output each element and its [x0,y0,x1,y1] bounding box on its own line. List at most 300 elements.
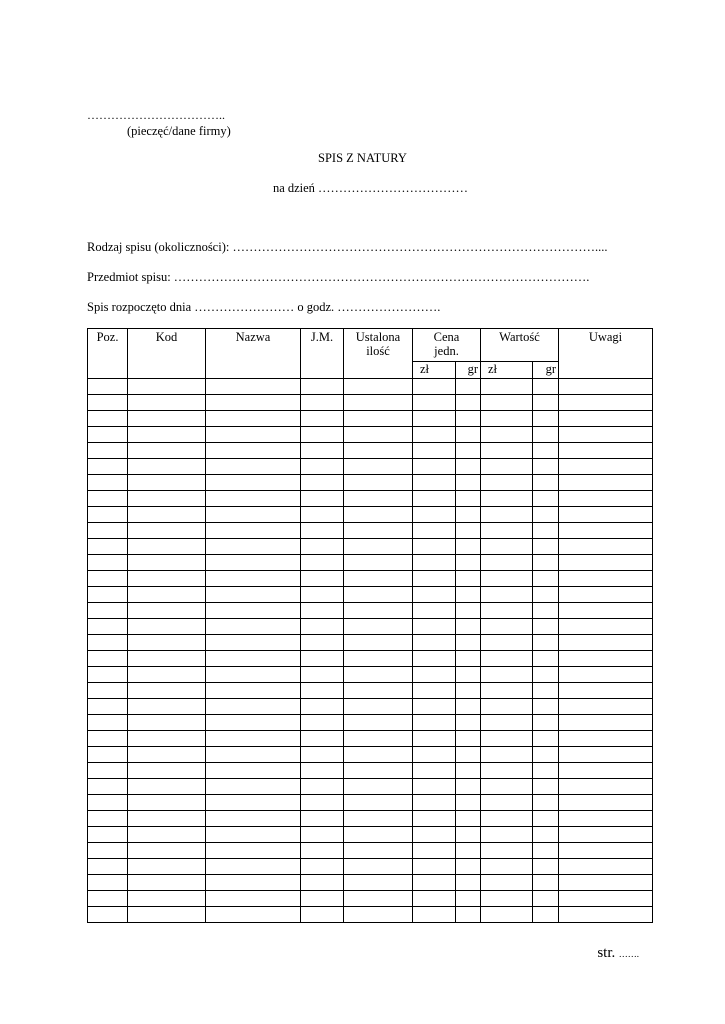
cell-unit[interactable] [301,603,344,619]
cell-value-zl[interactable] [481,555,533,571]
cell-pos[interactable] [88,427,128,443]
cell-qty[interactable] [344,555,413,571]
cell-code[interactable] [128,491,206,507]
cell-pos[interactable] [88,875,128,891]
cell-price-zl[interactable] [413,491,456,507]
cell-price-gr[interactable] [456,619,481,635]
cell-unit[interactable] [301,459,344,475]
cell-code[interactable] [128,731,206,747]
cell-qty[interactable] [344,491,413,507]
cell-qty[interactable] [344,459,413,475]
cell-pos[interactable] [88,395,128,411]
cell-value-zl[interactable] [481,507,533,523]
cell-value-zl[interactable] [481,459,533,475]
cell-price-gr[interactable] [456,827,481,843]
cell-notes[interactable] [559,667,653,683]
cell-price-zl[interactable] [413,587,456,603]
cell-value-zl[interactable] [481,427,533,443]
cell-qty[interactable] [344,507,413,523]
cell-name[interactable] [206,907,301,923]
cell-price-zl[interactable] [413,875,456,891]
cell-name[interactable] [206,763,301,779]
cell-price-zl[interactable] [413,667,456,683]
cell-value-zl[interactable] [481,747,533,763]
cell-unit[interactable] [301,715,344,731]
cell-value-zl[interactable] [481,875,533,891]
cell-code[interactable] [128,539,206,555]
cell-value-zl[interactable] [481,411,533,427]
cell-value-gr[interactable] [533,811,559,827]
cell-value-zl[interactable] [481,539,533,555]
cell-unit[interactable] [301,795,344,811]
cell-value-gr[interactable] [533,667,559,683]
cell-code[interactable] [128,795,206,811]
cell-price-gr[interactable] [456,491,481,507]
cell-value-gr[interactable] [533,427,559,443]
cell-price-gr[interactable] [456,587,481,603]
cell-notes[interactable] [559,587,653,603]
cell-price-zl[interactable] [413,827,456,843]
cell-qty[interactable] [344,539,413,555]
cell-notes[interactable] [559,619,653,635]
cell-value-zl[interactable] [481,731,533,747]
cell-pos[interactable] [88,907,128,923]
cell-code[interactable] [128,635,206,651]
cell-qty[interactable] [344,875,413,891]
cell-name[interactable] [206,491,301,507]
cell-notes[interactable] [559,715,653,731]
cell-code[interactable] [128,523,206,539]
cell-value-gr[interactable] [533,459,559,475]
cell-price-gr[interactable] [456,811,481,827]
cell-price-gr[interactable] [456,443,481,459]
cell-pos[interactable] [88,667,128,683]
cell-pos[interactable] [88,699,128,715]
cell-unit[interactable] [301,651,344,667]
cell-price-zl[interactable] [413,907,456,923]
cell-name[interactable] [206,747,301,763]
cell-value-gr[interactable] [533,699,559,715]
cell-value-gr[interactable] [533,443,559,459]
cell-value-gr[interactable] [533,731,559,747]
cell-price-gr[interactable] [456,907,481,923]
cell-notes[interactable] [559,507,653,523]
cell-price-zl[interactable] [413,603,456,619]
cell-pos[interactable] [88,459,128,475]
cell-value-zl[interactable] [481,715,533,731]
cell-price-gr[interactable] [456,507,481,523]
cell-value-zl[interactable] [481,587,533,603]
cell-value-gr[interactable] [533,555,559,571]
cell-value-zl[interactable] [481,635,533,651]
cell-price-gr[interactable] [456,539,481,555]
cell-pos[interactable] [88,587,128,603]
cell-qty[interactable] [344,427,413,443]
cell-pos[interactable] [88,763,128,779]
cell-price-zl[interactable] [413,555,456,571]
cell-notes[interactable] [559,651,653,667]
cell-name[interactable] [206,475,301,491]
cell-unit[interactable] [301,635,344,651]
cell-price-zl[interactable] [413,571,456,587]
cell-unit[interactable] [301,747,344,763]
cell-qty[interactable] [344,395,413,411]
cell-value-gr[interactable] [533,779,559,795]
cell-pos[interactable] [88,507,128,523]
cell-pos[interactable] [88,571,128,587]
cell-notes[interactable] [559,475,653,491]
cell-price-gr[interactable] [456,699,481,715]
cell-code[interactable] [128,619,206,635]
cell-qty[interactable] [344,635,413,651]
cell-name[interactable] [206,539,301,555]
cell-value-gr[interactable] [533,379,559,395]
cell-value-zl[interactable] [481,395,533,411]
cell-price-gr[interactable] [456,475,481,491]
cell-notes[interactable] [559,747,653,763]
cell-value-gr[interactable] [533,795,559,811]
cell-price-gr[interactable] [456,395,481,411]
cell-code[interactable] [128,891,206,907]
cell-qty[interactable] [344,683,413,699]
cell-value-gr[interactable] [533,475,559,491]
cell-unit[interactable] [301,827,344,843]
cell-unit[interactable] [301,539,344,555]
cell-code[interactable] [128,699,206,715]
cell-name[interactable] [206,779,301,795]
cell-unit[interactable] [301,475,344,491]
cell-qty[interactable] [344,603,413,619]
cell-notes[interactable] [559,907,653,923]
cell-price-zl[interactable] [413,395,456,411]
cell-unit[interactable] [301,907,344,923]
cell-code[interactable] [128,907,206,923]
cell-notes[interactable] [559,811,653,827]
cell-value-gr[interactable] [533,539,559,555]
cell-pos[interactable] [88,651,128,667]
cell-unit[interactable] [301,571,344,587]
cell-name[interactable] [206,715,301,731]
cell-value-zl[interactable] [481,475,533,491]
cell-code[interactable] [128,843,206,859]
cell-name[interactable] [206,875,301,891]
cell-price-gr[interactable] [456,779,481,795]
cell-price-gr[interactable] [456,379,481,395]
cell-unit[interactable] [301,411,344,427]
cell-name[interactable] [206,411,301,427]
cell-notes[interactable] [559,683,653,699]
cell-price-zl[interactable] [413,411,456,427]
cell-price-gr[interactable] [456,651,481,667]
cell-notes[interactable] [559,539,653,555]
cell-code[interactable] [128,555,206,571]
cell-name[interactable] [206,379,301,395]
cell-name[interactable] [206,555,301,571]
cell-unit[interactable] [301,395,344,411]
cell-notes[interactable] [559,843,653,859]
cell-unit[interactable] [301,779,344,795]
cell-qty[interactable] [344,411,413,427]
cell-value-zl[interactable] [481,699,533,715]
cell-unit[interactable] [301,875,344,891]
cell-price-zl[interactable] [413,699,456,715]
cell-qty[interactable] [344,715,413,731]
cell-qty[interactable] [344,763,413,779]
cell-code[interactable] [128,747,206,763]
cell-unit[interactable] [301,443,344,459]
cell-price-zl[interactable] [413,459,456,475]
cell-pos[interactable] [88,539,128,555]
cell-name[interactable] [206,699,301,715]
cell-name[interactable] [206,651,301,667]
cell-pos[interactable] [88,619,128,635]
cell-unit[interactable] [301,555,344,571]
cell-value-gr[interactable] [533,523,559,539]
cell-price-gr[interactable] [456,667,481,683]
cell-price-zl[interactable] [413,811,456,827]
cell-price-gr[interactable] [456,683,481,699]
cell-unit[interactable] [301,891,344,907]
cell-price-zl[interactable] [413,539,456,555]
cell-qty[interactable] [344,779,413,795]
cell-name[interactable] [206,667,301,683]
cell-price-zl[interactable] [413,507,456,523]
cell-price-gr[interactable] [456,795,481,811]
cell-value-gr[interactable] [533,651,559,667]
cell-qty[interactable] [344,827,413,843]
cell-code[interactable] [128,827,206,843]
cell-pos[interactable] [88,811,128,827]
cell-qty[interactable] [344,379,413,395]
cell-name[interactable] [206,443,301,459]
cell-notes[interactable] [559,395,653,411]
cell-value-gr[interactable] [533,587,559,603]
cell-code[interactable] [128,683,206,699]
cell-qty[interactable] [344,891,413,907]
cell-price-gr[interactable] [456,731,481,747]
cell-price-gr[interactable] [456,859,481,875]
cell-value-gr[interactable] [533,763,559,779]
cell-code[interactable] [128,571,206,587]
cell-notes[interactable] [559,859,653,875]
cell-qty[interactable] [344,667,413,683]
cell-value-gr[interactable] [533,891,559,907]
cell-value-zl[interactable] [481,619,533,635]
cell-unit[interactable] [301,379,344,395]
cell-code[interactable] [128,587,206,603]
cell-notes[interactable] [559,523,653,539]
cell-qty[interactable] [344,795,413,811]
cell-code[interactable] [128,779,206,795]
cell-unit[interactable] [301,683,344,699]
cell-value-zl[interactable] [481,491,533,507]
cell-unit[interactable] [301,619,344,635]
cell-name[interactable] [206,587,301,603]
cell-notes[interactable] [559,699,653,715]
cell-value-gr[interactable] [533,715,559,731]
cell-pos[interactable] [88,827,128,843]
cell-value-zl[interactable] [481,603,533,619]
cell-unit[interactable] [301,811,344,827]
cell-price-zl[interactable] [413,635,456,651]
cell-code[interactable] [128,715,206,731]
cell-name[interactable] [206,891,301,907]
cell-unit[interactable] [301,507,344,523]
cell-unit[interactable] [301,491,344,507]
cell-value-gr[interactable] [533,859,559,875]
cell-value-zl[interactable] [481,811,533,827]
cell-qty[interactable] [344,651,413,667]
cell-code[interactable] [128,507,206,523]
cell-code[interactable] [128,651,206,667]
cell-value-zl[interactable] [481,683,533,699]
cell-code[interactable] [128,875,206,891]
cell-price-gr[interactable] [456,411,481,427]
cell-value-zl[interactable] [481,523,533,539]
cell-value-gr[interactable] [533,395,559,411]
cell-unit[interactable] [301,427,344,443]
cell-pos[interactable] [88,891,128,907]
cell-qty[interactable] [344,443,413,459]
cell-name[interactable] [206,827,301,843]
cell-price-zl[interactable] [413,891,456,907]
cell-name[interactable] [206,507,301,523]
cell-value-zl[interactable] [481,779,533,795]
cell-notes[interactable] [559,731,653,747]
cell-price-gr[interactable] [456,427,481,443]
cell-price-gr[interactable] [456,459,481,475]
cell-code[interactable] [128,603,206,619]
cell-pos[interactable] [88,715,128,731]
cell-price-gr[interactable] [456,763,481,779]
cell-price-gr[interactable] [456,571,481,587]
cell-qty[interactable] [344,523,413,539]
cell-code[interactable] [128,459,206,475]
cell-value-gr[interactable] [533,875,559,891]
cell-qty[interactable] [344,587,413,603]
cell-value-zl[interactable] [481,667,533,683]
cell-qty[interactable] [344,699,413,715]
cell-qty[interactable] [344,859,413,875]
cell-value-gr[interactable] [533,603,559,619]
cell-code[interactable] [128,395,206,411]
cell-code[interactable] [128,379,206,395]
cell-price-gr[interactable] [456,523,481,539]
cell-pos[interactable] [88,475,128,491]
cell-code[interactable] [128,763,206,779]
cell-price-zl[interactable] [413,427,456,443]
cell-notes[interactable] [559,875,653,891]
cell-value-zl[interactable] [481,763,533,779]
cell-name[interactable] [206,523,301,539]
cell-pos[interactable] [88,635,128,651]
cell-name[interactable] [206,811,301,827]
cell-unit[interactable] [301,667,344,683]
cell-notes[interactable] [559,635,653,651]
cell-unit[interactable] [301,523,344,539]
cell-name[interactable] [206,571,301,587]
cell-pos[interactable] [88,747,128,763]
cell-code[interactable] [128,475,206,491]
cell-code[interactable] [128,859,206,875]
cell-notes[interactable] [559,827,653,843]
cell-price-zl[interactable] [413,443,456,459]
cell-price-gr[interactable] [456,635,481,651]
cell-pos[interactable] [88,843,128,859]
cell-unit[interactable] [301,763,344,779]
cell-code[interactable] [128,667,206,683]
cell-price-gr[interactable] [456,747,481,763]
cell-name[interactable] [206,635,301,651]
cell-value-zl[interactable] [481,795,533,811]
cell-code[interactable] [128,427,206,443]
cell-name[interactable] [206,395,301,411]
cell-price-zl[interactable] [413,747,456,763]
cell-value-gr[interactable] [533,507,559,523]
cell-value-gr[interactable] [533,843,559,859]
cell-price-zl[interactable] [413,475,456,491]
cell-price-gr[interactable] [456,603,481,619]
cell-name[interactable] [206,683,301,699]
cell-value-gr[interactable] [533,683,559,699]
cell-name[interactable] [206,843,301,859]
cell-pos[interactable] [88,555,128,571]
cell-price-gr[interactable] [456,891,481,907]
cell-pos[interactable] [88,491,128,507]
cell-name[interactable] [206,795,301,811]
cell-price-gr[interactable] [456,875,481,891]
cell-value-zl[interactable] [481,907,533,923]
cell-unit[interactable] [301,699,344,715]
cell-value-zl[interactable] [481,379,533,395]
cell-name[interactable] [206,859,301,875]
cell-unit[interactable] [301,843,344,859]
cell-notes[interactable] [559,555,653,571]
cell-code[interactable] [128,411,206,427]
cell-price-zl[interactable] [413,715,456,731]
cell-pos[interactable] [88,379,128,395]
cell-price-zl[interactable] [413,859,456,875]
cell-name[interactable] [206,619,301,635]
cell-price-zl[interactable] [413,779,456,795]
cell-notes[interactable] [559,379,653,395]
cell-name[interactable] [206,459,301,475]
cell-qty[interactable] [344,571,413,587]
cell-pos[interactable] [88,731,128,747]
cell-unit[interactable] [301,859,344,875]
cell-qty[interactable] [344,907,413,923]
cell-value-zl[interactable] [481,827,533,843]
cell-qty[interactable] [344,747,413,763]
cell-notes[interactable] [559,779,653,795]
cell-price-zl[interactable] [413,731,456,747]
cell-price-zl[interactable] [413,379,456,395]
cell-value-gr[interactable] [533,571,559,587]
cell-pos[interactable] [88,523,128,539]
cell-price-zl[interactable] [413,683,456,699]
cell-price-zl[interactable] [413,651,456,667]
cell-notes[interactable] [559,891,653,907]
cell-pos[interactable] [88,443,128,459]
cell-name[interactable] [206,603,301,619]
cell-notes[interactable] [559,795,653,811]
cell-notes[interactable] [559,763,653,779]
cell-notes[interactable] [559,411,653,427]
cell-value-gr[interactable] [533,827,559,843]
cell-price-gr[interactable] [456,715,481,731]
cell-notes[interactable] [559,427,653,443]
cell-value-zl[interactable] [481,651,533,667]
